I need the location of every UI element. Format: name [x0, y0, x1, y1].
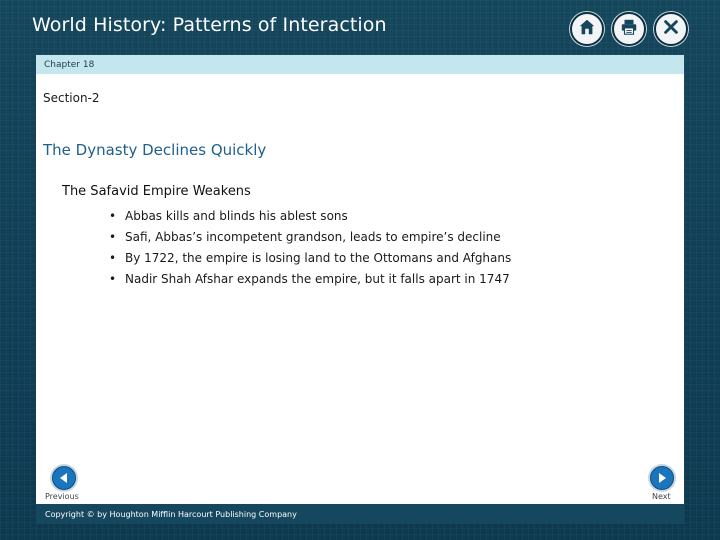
arrow-left-icon [58, 469, 70, 488]
next-label[interactable]: Next [652, 492, 671, 501]
next-button[interactable] [650, 466, 674, 490]
slide-heading: The Dynasty Declines Quickly [43, 141, 267, 159]
previous-button[interactable] [52, 466, 76, 490]
bullet-item: • By 1722, the empire is losing land to the Ottomans and Afghans [108, 248, 511, 269]
print-button[interactable] [612, 12, 646, 46]
chapter-bar [36, 55, 684, 74]
copyright-text: Copyright © by Houghton Mifflin Harcourt Publishing Company [45, 509, 297, 519]
bullet-item: • Safi, Abbas’s incompetent grandson, leads to empire’s decline [108, 227, 511, 248]
bullet-list [108, 206, 511, 290]
section-label: Section-2 [43, 91, 100, 105]
copyright-bar [36, 504, 684, 524]
bullet-item: • Abbas kills and blinds his ablest sons [108, 206, 511, 227]
slide-subheading: The Safavid Empire Weakens [62, 184, 251, 199]
toolbar [570, 12, 688, 46]
close-button[interactable] [654, 12, 688, 46]
app-title: World History: Patterns of Interaction [32, 14, 387, 36]
slide-content [36, 74, 684, 504]
arrow-right-icon [656, 469, 668, 488]
print-icon [620, 18, 638, 40]
home-button[interactable] [570, 12, 604, 46]
chapter-label: Chapter 18 [44, 59, 95, 70]
close-icon [662, 18, 680, 40]
home-icon [578, 18, 596, 40]
bullet-item: • Nadir Shah Afshar expands the empire, but it falls apart in 1747 [108, 269, 511, 290]
previous-label[interactable]: Previous [45, 492, 79, 501]
